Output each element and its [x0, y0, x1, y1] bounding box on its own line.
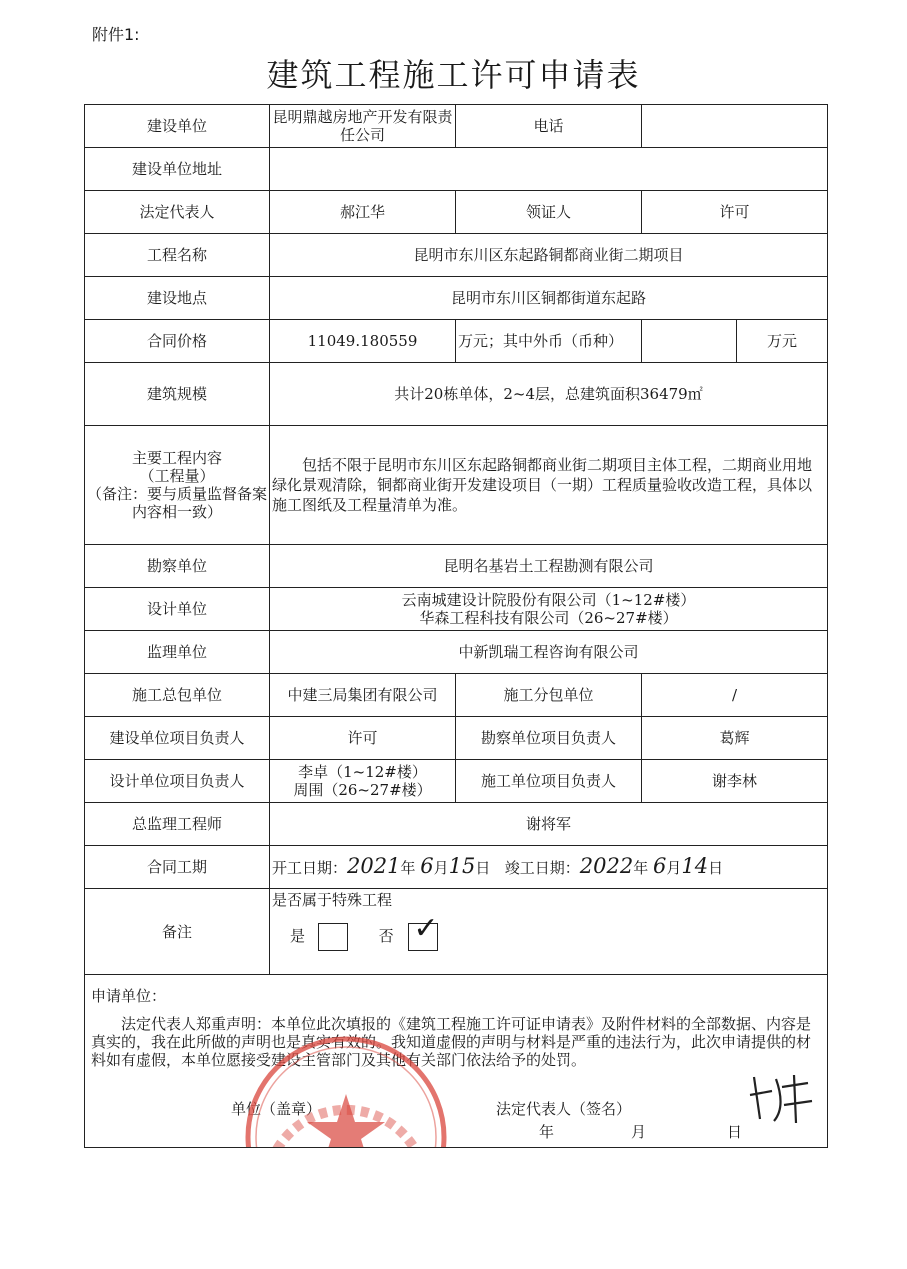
legal-rep-value: 郝江华 — [270, 191, 456, 234]
permit-form-table — [84, 104, 828, 1148]
special-options — [290, 911, 825, 951]
chief-engineer-label: 总监理工程师 — [85, 803, 270, 846]
build-pm-label: 建设单位项目负责人 — [85, 717, 270, 760]
general-contractor-value: 中建三局集团有限公司 — [270, 674, 456, 717]
licensee-label: 领证人 — [456, 191, 642, 234]
foreign-amount-value — [642, 320, 737, 363]
start-day: 15 — [448, 854, 476, 878]
period-label: 合同工期 — [85, 846, 270, 889]
phone-label: 电话 — [456, 105, 642, 148]
supervision-unit-value: 中新凯瑞工程咨询有限公司 — [270, 631, 828, 674]
construction-pm-label: 施工单位项目负责人 — [456, 760, 642, 803]
design-pm-line2: 周围（26~27#楼） — [293, 781, 432, 799]
chief-engineer-value: 谢将军 — [270, 803, 828, 846]
end-label: 竣工日期： — [504, 859, 580, 877]
project-name-value: 昆明市东川区东起路铜都商业街二期项目 — [270, 234, 828, 277]
currency-label: 万元；其中外币（币种） — [456, 320, 642, 363]
design-unit-line1: 云南城建设计院股份有限公司（1~12#楼） — [401, 591, 696, 609]
project-name-label: 工程名称 — [85, 234, 270, 277]
content-value: 包括不限于昆明市东川区东起路铜都商业街二期项目主体工程，二期商业用地绿化景观清除，铜都商业街开发建设项目（一期）工程质量验收改造工程，具体以施工图纸及工程量清单为准。 — [270, 426, 828, 545]
subcontractor-value: / — [642, 674, 828, 717]
start-month: 6 — [420, 854, 434, 878]
design-pm-line1: 李卓（1~12#楼） — [298, 763, 427, 781]
end-year-char: 年 — [633, 859, 649, 877]
foreign-unit-label: 万元 — [737, 320, 828, 363]
design-unit-value — [270, 588, 828, 631]
location-value: 昆明市东川区铜都街道东起路 — [270, 277, 828, 320]
yes-label: 是 — [290, 927, 306, 945]
design-pm-value — [270, 760, 456, 803]
declaration-block — [91, 987, 821, 1147]
remarks-label: 备注 — [85, 889, 270, 975]
declaration-cell — [85, 975, 828, 1148]
design-unit-label: 设计单位 — [85, 588, 270, 631]
content-label-line1: 主要工程内容 — [131, 449, 222, 467]
build-pm-value: 许可 — [270, 717, 456, 760]
supervision-unit-label: 监理单位 — [85, 631, 270, 674]
decl-month: 月 — [631, 1123, 647, 1141]
end-day-char: 日 — [708, 859, 724, 877]
end-month: 6 — [652, 854, 667, 878]
address-label: 建设单位地址 — [85, 148, 270, 191]
content-label-line2: （工程量） — [139, 467, 215, 485]
address-value — [270, 148, 828, 191]
scale-value: 共计20栋单体，2~4层，总建筑面积36479㎡ — [270, 363, 828, 426]
phone-value — [642, 105, 828, 148]
no-checkbox[interactable] — [408, 911, 439, 951]
survey-unit-label: 勘察单位 — [85, 545, 270, 588]
contract-price-label: 合同价格 — [85, 320, 270, 363]
form-title: 建筑工程施工许可申请表 — [266, 56, 641, 94]
location-label: 建设地点 — [85, 277, 270, 320]
start-month-char: 月 — [433, 859, 449, 877]
end-day: 14 — [681, 854, 709, 878]
no-label: 否 — [378, 927, 394, 945]
end-year: 2022 — [579, 854, 634, 878]
yes-checkbox[interactable] — [318, 923, 348, 951]
content-label-line3: （备注：要与质量监督备案内容相一致） — [87, 485, 268, 521]
start-label: 开工日期： — [272, 859, 348, 877]
subcontractor-label: 施工分包单位 — [456, 674, 642, 717]
handwritten-signature — [746, 1067, 816, 1127]
check-icon: ✓ — [413, 911, 439, 946]
general-contractor-label: 施工总包单位 — [85, 674, 270, 717]
period-value — [270, 846, 828, 889]
build-unit-value: 昆明鼎越房地产开发有限责任公司 — [270, 105, 456, 148]
build-unit-label: 建设单位 — [85, 105, 270, 148]
decl-year: 年 — [539, 1123, 555, 1141]
decl-day: 日 — [727, 1123, 743, 1141]
contract-price-value: 11049.180559 — [270, 320, 456, 363]
legal-rep-label: 法定代表人 — [85, 191, 270, 234]
end-month-char: 月 — [666, 859, 682, 877]
content-label — [85, 426, 270, 545]
company-seal-stamp — [241, 1032, 451, 1148]
scale-label: 建筑规模 — [85, 363, 270, 426]
unit-seal-label: 单位（盖章） — [231, 1100, 322, 1118]
legal-sign-label: 法定代表人（签名） — [496, 1100, 632, 1118]
design-pm-label: 设计单位项目负责人 — [85, 760, 270, 803]
start-year: 2021 — [347, 854, 401, 878]
survey-pm-value: 葛辉 — [642, 717, 828, 760]
special-question: 是否属于特殊工程 — [272, 891, 393, 909]
licensee-value: 许可 — [642, 191, 828, 234]
remarks-value — [270, 889, 828, 975]
applicant-label: 申请单位： — [91, 987, 167, 1005]
survey-unit-value: 昆明名基岩土工程勘测有限公司 — [270, 545, 828, 588]
start-day-char: 日 — [475, 859, 491, 877]
construction-pm-value: 谢李林 — [642, 760, 828, 803]
survey-pm-label: 勘察单位项目负责人 — [456, 717, 642, 760]
attachment-label: 附件1: — [92, 25, 140, 44]
start-year-char: 年 — [400, 859, 416, 877]
declaration-text: 法定代表人郑重声明：本单位此次填报的《建筑工程施工许可证申请表》及附件材料的全部数据、内容是真实的，我在此所做的声明也是真实有效的。我知道虚假的声明与材料是严重的违法行为，此次申请提供的材料如有虚假，本单位愿接受建设主管部门及其他有关部门依法给予的处罚。 — [91, 1015, 812, 1069]
design-unit-line2: 华森工程科技有限公司（26~27#楼） — [419, 609, 678, 627]
